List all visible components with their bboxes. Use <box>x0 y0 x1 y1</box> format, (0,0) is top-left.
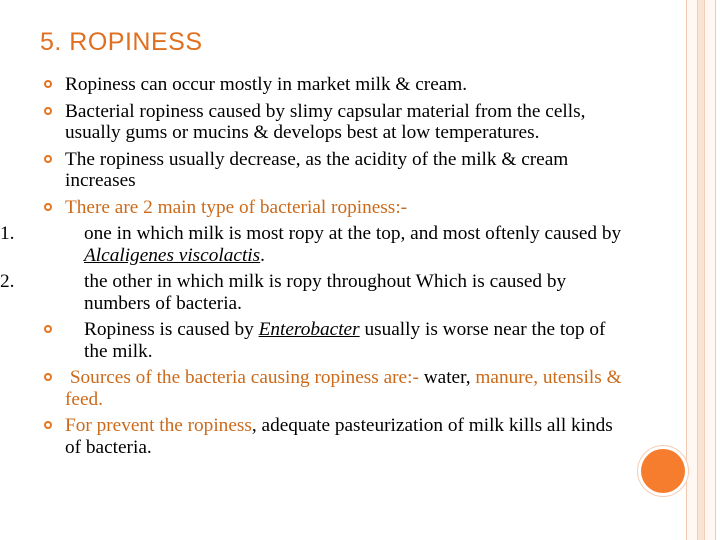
slide-title: 5. ROPINESS <box>40 28 203 56</box>
decorative-stripe-inner <box>697 0 705 540</box>
text-highlight: Sources of the bacteria causing ropiness are:- <box>65 367 424 388</box>
numbered-text <box>0 223 629 266</box>
bullet-ring-icon <box>44 155 52 163</box>
text-part: . <box>260 244 265 266</box>
bullet-ring-icon <box>44 107 52 115</box>
bullet-ring-icon <box>44 421 52 429</box>
text-part: usually is worse near the top of the milk. <box>84 319 606 362</box>
organism-name: Alcaligenes viscolactis <box>84 244 261 266</box>
bullet-item <box>44 101 629 144</box>
bullet-item <box>44 197 629 219</box>
text-part: water, <box>423 367 476 388</box>
slide-content <box>0 74 629 463</box>
bullet-text: The ropiness usually decrease, as the acidity of the milk & cream increases <box>65 148 569 191</box>
number-marker: 2. <box>0 271 15 292</box>
text-part: Ropiness is caused by <box>84 319 259 340</box>
bullet-ring-icon <box>44 80 52 88</box>
decorative-orange-circle <box>641 449 685 493</box>
organism-name: Enterobacter <box>258 319 360 340</box>
bullet-item <box>44 415 629 458</box>
bullet-text <box>44 319 629 362</box>
bullet-item <box>44 367 629 410</box>
bullet-ring-icon <box>44 373 52 381</box>
numbered-text: the other in which milk is ropy throughout Which is caused by numbers of bacteria. <box>84 271 567 314</box>
numbered-item <box>0 223 629 266</box>
bullet-ring-icon <box>44 325 52 333</box>
numbered-item <box>0 271 629 314</box>
text-highlight: For prevent the ropiness <box>65 415 252 436</box>
bullet-text: Bacterial ropiness caused by slimy capsular material from the cells, usually gums or mucins & develops best at low temperatures. <box>65 100 586 143</box>
bullet-item <box>44 319 629 362</box>
bullet-ring-icon <box>44 203 52 211</box>
bullet-text-highlight: There are 2 main type of bacterial ropiness:- <box>65 196 408 218</box>
text-part: , adequate pasteurization of milk kills all kinds of bacteria. <box>65 415 613 458</box>
bullet-item <box>44 149 629 192</box>
text-part: one in which milk is most ropy at the top, and most oftenly caused by <box>84 223 622 244</box>
bullet-text <box>44 415 629 458</box>
bullet-item <box>44 74 629 96</box>
text-highlight: manure, utensils & feed. <box>65 367 622 410</box>
bullet-text <box>44 367 629 410</box>
bullet-text: Ropiness can occur mostly in market milk & cream. <box>65 74 468 95</box>
number-marker: 1. <box>0 223 15 244</box>
